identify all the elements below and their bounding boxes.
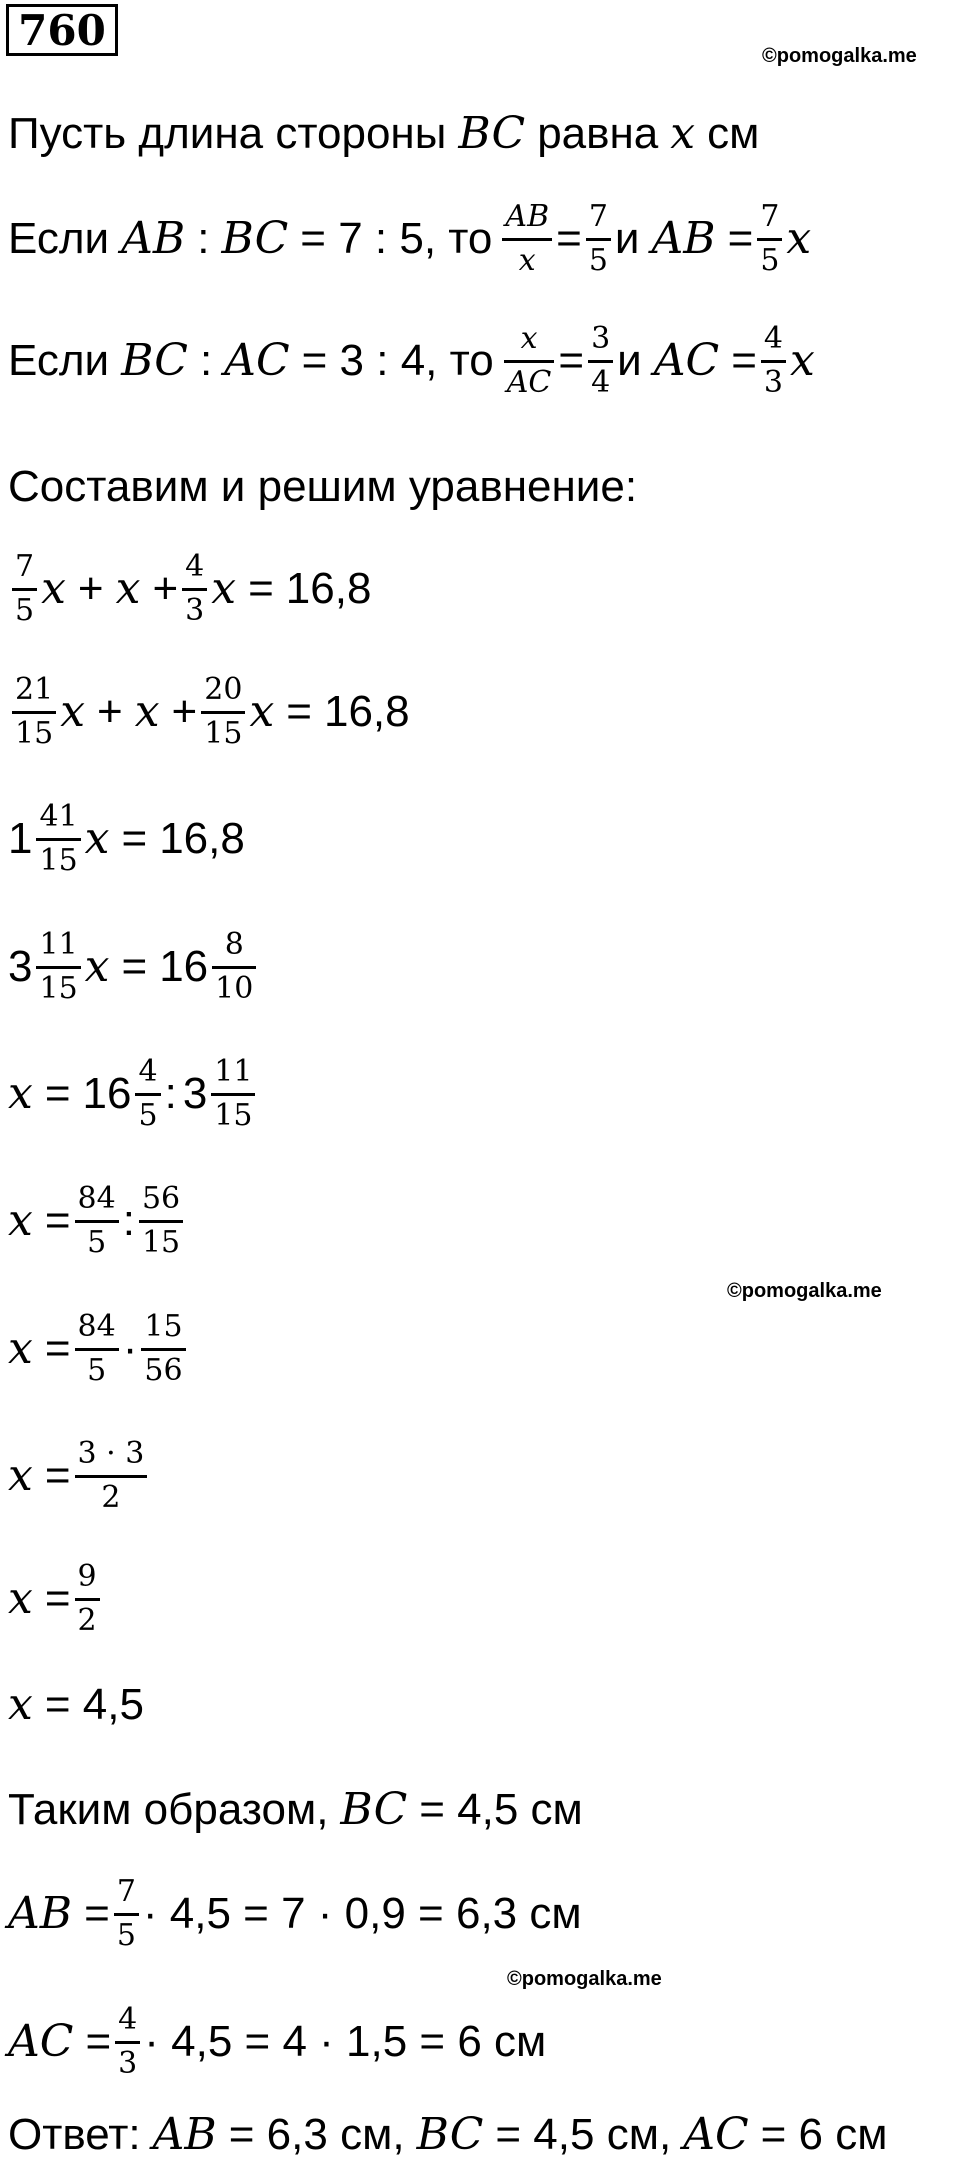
math-text: =: [121, 942, 148, 991]
fraction: [502, 200, 552, 278]
math-text: = 3 : 4: [301, 336, 426, 385]
math-text: равна: [537, 109, 659, 158]
equation-6: [8, 1182, 187, 1260]
numerator: 41: [39, 799, 78, 834]
fraction-bar: [75, 1220, 119, 1223]
denominator: 4: [591, 364, 611, 400]
fraction: [212, 928, 256, 1006]
math-text: и: [617, 336, 642, 385]
fraction-bar: [115, 2041, 140, 2044]
variable: x: [670, 108, 696, 159]
numerator: 3 · 3: [77, 1436, 145, 1471]
math-text: = 7 : 5: [300, 214, 424, 263]
math-text: Ответ:: [8, 2110, 141, 2159]
fraction-bar: [12, 711, 56, 714]
fraction-bar: [502, 238, 552, 241]
numerator: 7: [116, 1874, 136, 1909]
ab-result-line: [8, 1875, 582, 1953]
equation-2: [8, 673, 410, 751]
math-text: = 6 см: [760, 2110, 888, 2159]
ratio-bc-line: [8, 322, 815, 400]
equation-3: [8, 800, 245, 878]
math-text: = 4,5 см: [419, 1785, 583, 1834]
fraction-bar: [211, 1093, 255, 1096]
numerator: 56: [141, 1181, 181, 1216]
variable: x: [249, 686, 275, 737]
variable: BC: [221, 213, 289, 264]
math-text: , то: [425, 336, 494, 385]
math-text: =: [121, 814, 148, 863]
math-text: 16: [82, 1069, 132, 1118]
fraction: [588, 322, 613, 400]
denominator: 3: [118, 2045, 138, 2081]
numerator: 84: [77, 1181, 116, 1216]
denominator: x: [518, 242, 536, 278]
watermark: ©pomogalka.me: [507, 1968, 662, 1990]
fraction-bar: [757, 238, 782, 241]
variable: x: [115, 563, 141, 614]
fraction-bar: [135, 1093, 160, 1096]
variable: AB: [152, 2109, 217, 2160]
fraction: [75, 1560, 100, 1638]
fraction-bar: [588, 360, 613, 363]
fraction: [761, 322, 786, 400]
variable: x: [8, 1679, 33, 1730]
variable: x: [84, 941, 110, 992]
fraction-bar: [139, 1220, 183, 1223]
numerator: 4: [118, 2002, 138, 2037]
math-text: Таким образом,: [8, 1785, 329, 1834]
denominator: 15: [39, 842, 78, 878]
math-text: 16,8: [159, 814, 245, 863]
math-text: =: [85, 2017, 112, 2066]
math-text: =: [44, 1196, 71, 1245]
equation-8: [8, 1437, 151, 1515]
math-text: =: [731, 336, 757, 385]
fraction: [504, 322, 555, 400]
equation-7: [8, 1310, 190, 1388]
math-text: +: [97, 687, 123, 736]
math-text: см: [707, 109, 760, 158]
denominator: 3: [185, 592, 205, 628]
fraction-bar: [75, 1475, 148, 1478]
math-text: :: [164, 1069, 177, 1118]
fraction-bar: [586, 238, 611, 241]
equation-10: [8, 1679, 144, 1730]
answer-line: [8, 2109, 888, 2160]
variable: BC: [340, 1784, 408, 1835]
compose-line: [8, 462, 638, 511]
numerator: 15: [144, 1309, 183, 1344]
fraction: [135, 1055, 160, 1133]
fraction-bar: [36, 966, 80, 969]
math-text: Составим и решим уравнение:: [8, 462, 638, 511]
math-text: · 4,5 = 4 · 1,5 = 6 см: [144, 2017, 547, 2066]
math-text: ·: [122, 1324, 138, 1373]
variable: x: [8, 1195, 33, 1246]
fraction: [211, 1055, 255, 1133]
fraction-bar: [141, 1348, 185, 1351]
math-text: =: [44, 1574, 71, 1623]
variable: AC: [683, 2109, 749, 2160]
math-text: +: [152, 564, 179, 613]
ac-result-line: [8, 2003, 546, 2081]
math-text: +: [77, 564, 104, 613]
numerator: 21: [15, 672, 54, 707]
fraction-bar: [75, 1598, 100, 1601]
math-text: 3: [182, 1069, 208, 1118]
denominator: 15: [204, 715, 243, 751]
fraction: [75, 1182, 119, 1260]
variable: AB: [8, 1888, 73, 1939]
fraction-bar: [212, 966, 256, 969]
denominator: 5: [138, 1097, 158, 1133]
fraction: [75, 1310, 119, 1388]
math-text: Если: [8, 214, 110, 263]
denominator: 5: [588, 242, 608, 278]
fraction: [141, 1310, 185, 1388]
math-text: 16,8: [323, 687, 410, 736]
math-text: :: [197, 214, 210, 263]
fraction-bar: [12, 588, 37, 591]
numerator: 11: [39, 927, 78, 962]
variable: AB: [651, 213, 716, 264]
equation-1: [8, 550, 371, 628]
watermark: ©pomogalka.me: [727, 1280, 882, 1302]
fraction-bar: [182, 588, 207, 591]
numerator: 9: [77, 1559, 97, 1594]
math-text: = 6,3 см,: [228, 2110, 405, 2159]
numerator: 20: [204, 672, 243, 707]
numerator: 8: [224, 927, 244, 962]
variable: BC: [416, 2109, 484, 2160]
denominator: 2: [77, 1602, 97, 1638]
fraction: [36, 928, 80, 1006]
math-text: =: [84, 1889, 110, 1938]
variable: x: [41, 563, 66, 614]
equation-4: [8, 928, 260, 1006]
math-text: =: [727, 214, 754, 263]
denominator: 5: [87, 1352, 107, 1388]
variable: x: [60, 686, 86, 737]
fraction: [757, 200, 782, 278]
fraction: [12, 673, 56, 751]
denominator: 5: [15, 592, 35, 628]
math-text: · 4,5 = 7 · 0,9 = 6,3 см: [142, 1889, 582, 1938]
denominator: 10: [215, 970, 254, 1006]
math-text: :: [122, 1196, 135, 1245]
denominator: 15: [141, 1224, 181, 1260]
intro-line: [8, 108, 760, 159]
numerator: 7: [588, 199, 608, 234]
numerator: 3: [591, 321, 611, 356]
denominator: 15: [39, 970, 78, 1006]
math-text: =: [44, 1451, 71, 1500]
math-text: = 4,5: [44, 1680, 144, 1729]
variable: x: [8, 1573, 33, 1624]
math-text: 16,8: [285, 564, 372, 613]
variable: BC: [458, 108, 526, 159]
variable: x: [8, 1450, 33, 1501]
denominator: 15: [15, 715, 54, 751]
numerator: 4: [185, 549, 205, 584]
denominator: AC: [506, 364, 552, 400]
variable: x: [790, 335, 815, 386]
denominator: 15: [214, 1097, 253, 1133]
variable: x: [134, 686, 160, 737]
numerator: x: [520, 321, 538, 356]
numerator: 11: [214, 1054, 253, 1089]
numerator: AB: [505, 199, 550, 234]
math-text: 16: [159, 942, 209, 991]
math-text: =: [44, 1324, 71, 1373]
math-text: =: [558, 336, 585, 385]
equation-9: [8, 1560, 104, 1638]
math-text: и: [614, 214, 640, 263]
denominator: 5: [760, 242, 780, 278]
fraction-bar: [75, 1348, 119, 1351]
problem-number: 760: [6, 4, 118, 56]
math-text: 1: [8, 814, 33, 863]
variable: BC: [121, 335, 188, 386]
numerator: 4: [138, 1054, 158, 1089]
denominator: 2: [101, 1479, 121, 1515]
variable: x: [211, 563, 237, 614]
numerator: 4: [763, 321, 783, 356]
variable: x: [786, 213, 812, 264]
fraction-bar: [36, 838, 80, 841]
variable: x: [84, 813, 110, 864]
fraction: [12, 550, 37, 628]
fraction: [115, 2003, 140, 2081]
denominator: 56: [144, 1352, 183, 1388]
watermark: ©pomogalka.me: [762, 45, 917, 67]
math-text: =: [556, 214, 582, 263]
variable: AC: [653, 335, 720, 386]
math-text: Если: [8, 336, 110, 385]
variable: x: [8, 1323, 33, 1374]
fraction-bar: [761, 360, 786, 363]
math-text: +: [171, 687, 198, 736]
thus-line: [8, 1784, 583, 1835]
math-text: , то: [423, 214, 493, 263]
numerator: 7: [760, 199, 780, 234]
fraction: [36, 800, 80, 878]
fraction: [114, 1875, 139, 1953]
fraction: [139, 1182, 183, 1260]
denominator: 5: [116, 1917, 136, 1953]
ratio-ab-line: [8, 200, 811, 278]
variable: x: [8, 1068, 33, 1119]
variable: AB: [121, 213, 186, 264]
math-text: 3: [8, 942, 33, 991]
numerator: 7: [15, 549, 35, 584]
denominator: 5: [87, 1224, 107, 1260]
math-text: =: [44, 1069, 71, 1118]
fraction-bar: [114, 1913, 139, 1916]
variable: AC: [8, 2016, 74, 2067]
fraction-bar: [201, 711, 245, 714]
math-text: :: [199, 336, 213, 385]
math-text: =: [286, 687, 312, 736]
math-text: = 4,5 см,: [495, 2110, 672, 2159]
numerator: 84: [77, 1309, 116, 1344]
math-text: =: [248, 564, 274, 613]
fraction: [182, 550, 207, 628]
fraction: [201, 673, 245, 751]
fraction-bar: [504, 360, 555, 363]
fraction: [586, 200, 611, 278]
denominator: 3: [763, 364, 783, 400]
fraction: [75, 1437, 148, 1515]
equation-5: [8, 1055, 259, 1133]
math-text: Пусть длина стороны: [8, 109, 447, 158]
variable: AC: [224, 335, 290, 386]
